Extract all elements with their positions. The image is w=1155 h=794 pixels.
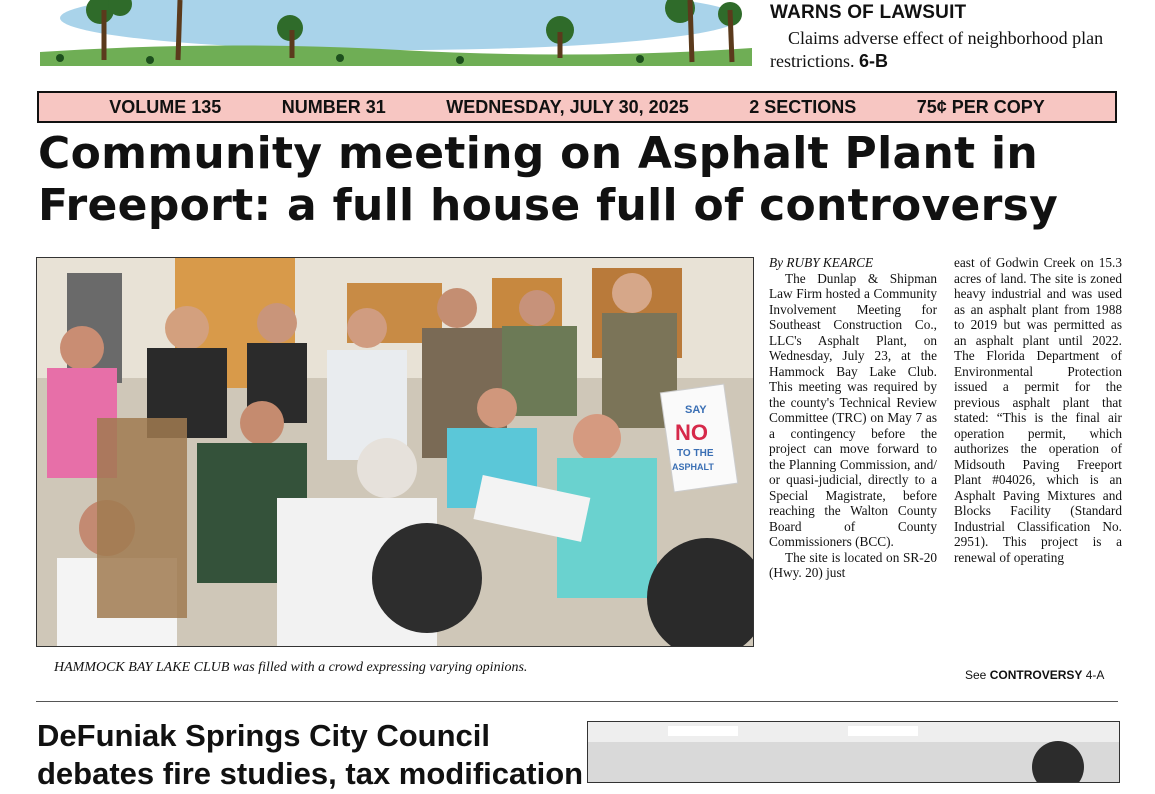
sign-line-2: NO [675,420,708,445]
sign-line-4: ASPHALT [672,462,714,472]
protest-sign [660,384,737,492]
article-paragraph: The site is located on SR-20 (Hwy. 20) just [769,549,937,580]
teaser-text [770,27,1122,73]
price: 75¢ PER COPY [916,96,1045,117]
lake-scene-illustration [40,0,752,66]
second-headline-line1: DeFuniak Springs City Council [37,718,490,753]
banner-illustration [40,0,752,66]
article-paragraph: The Dunlap & Shipman Law Firm hosted a Community Involvement Meeting for Southeast Construction Co., LLC's Asphalt Plant, on Wednesday, July 23, at the Hammock Bay Lake Club. This meeting was required by the county's Technical Review Committee (TRC) on May 7 as a contingency before the project can move forward to the Planning Commission, and/ or quasi-judicial, directly to a Special Magistrate, before reaching the Walton County Board of County Commissioners (BCC). [769,270,937,549]
issue-number: NUMBER 31 [281,96,386,117]
council-photo [588,722,1119,782]
teaser-page-ref: 6-B [858,51,888,71]
lead-photo [36,257,754,647]
jump-reference[interactable] [965,668,1104,682]
article-column-2 [954,255,1122,565]
issue-date: WEDNESDAY, JULY 30, 2025 [446,96,689,117]
section-divider [36,701,1118,702]
second-headline-line2: debates fire studies, tax modification [37,756,584,791]
second-photo [587,721,1120,783]
lead-headline [38,128,1138,232]
byline: By RUBY KEARCE [769,255,874,270]
teaser-summary: Claims adverse effect of neighborhood plan restrictions. [770,28,1104,71]
photo-caption: HAMMOCK BAY LAKE CLUB was filled with a crowd expressing varying opinions. [54,660,528,675]
jump-page: 4-A [1085,668,1105,682]
section-count: 2 SECTIONS [749,96,857,117]
jump-keyword: CONTROVERSY [989,668,1083,682]
article-paragraph: east of Godwin Creek on 15.3 acres of land. The site is zoned heavy industrial and was used as an asphalt plant from 1988 to 2019 but was permitted as an asphalt plant until 2022. The Florida Department of Environmental Protection issued a permit for the previous asphalt plant that stated: “This is the final air operation permit, which authorizes the operation of Midsouth Paving Freeport Plant #04026, which is an Asphalt Paving Mixtures and Blocks Facility (Standard Industrial Classification No. 2951). This project is a renewal of operating [954,255,1122,565]
sign-line-1: SAY [685,404,707,416]
issue-info-bar [37,91,1117,123]
lead-headline-line1: Community meeting on Asphalt Plant in [38,128,1039,179]
teaser-headline: WARNS OF LAWSUIT [770,2,967,23]
sign-line-3: TO THE [677,448,714,459]
jump-see: See [965,668,987,682]
volume: VOLUME 135 [109,96,222,117]
article-column-1 [769,255,937,581]
meeting-crowd-photo [37,258,753,646]
lead-headline-line2: Freeport: a full house full of controversy [38,180,1059,231]
